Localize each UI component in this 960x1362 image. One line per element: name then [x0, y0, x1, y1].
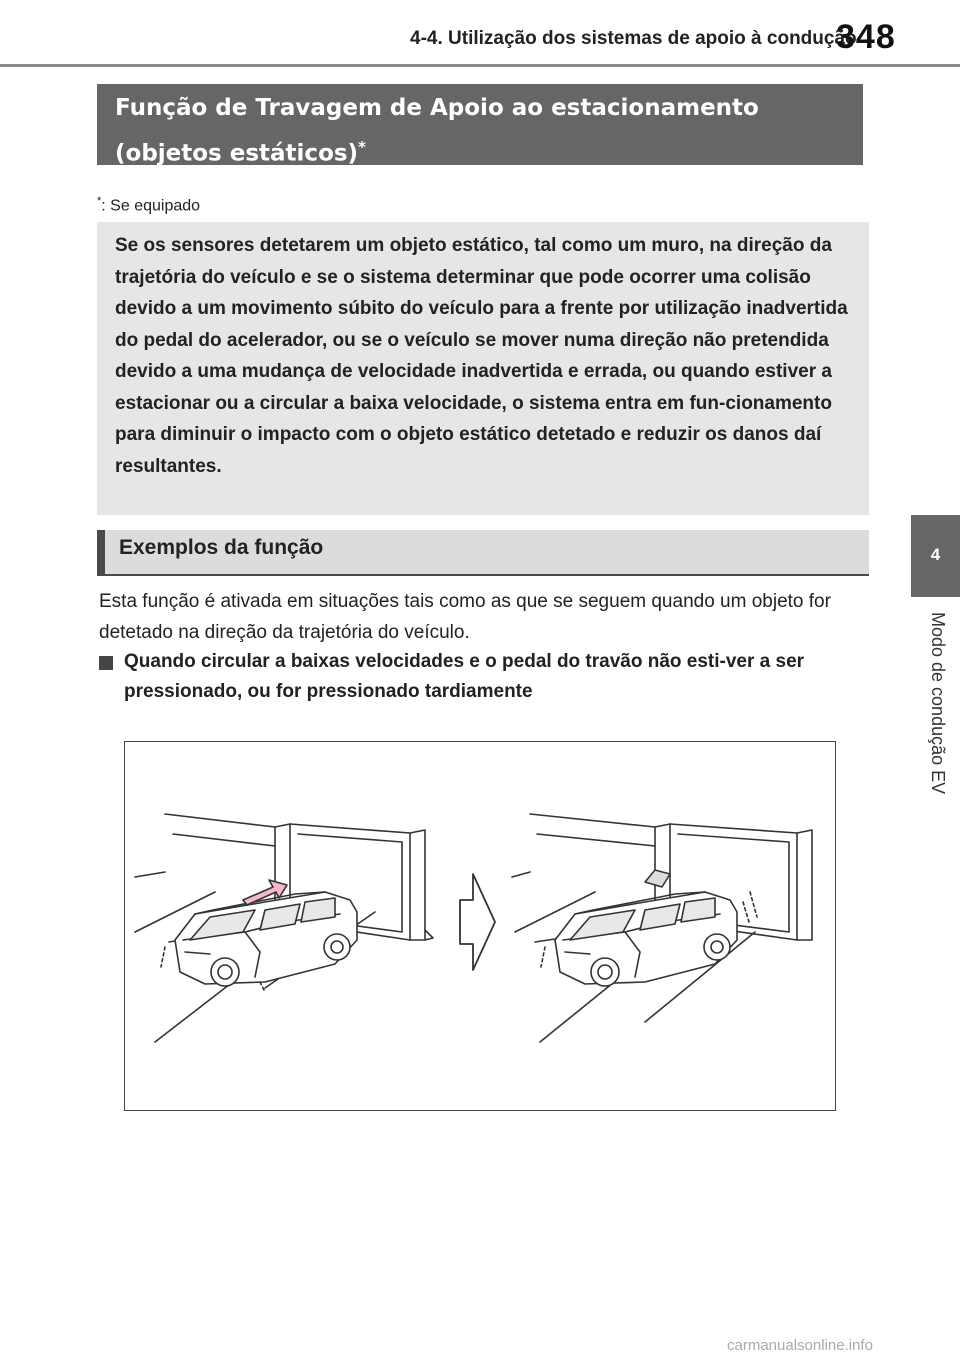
side-tab-number: 4	[930, 545, 941, 564]
footnote	[97, 195, 200, 215]
footer-watermark: carmanualsonline.info	[727, 1337, 873, 1354]
transition-arrow-icon	[460, 874, 495, 970]
bullet-square-icon	[99, 656, 113, 670]
right-car	[541, 892, 757, 986]
intro-text: Se os sensores detetarem um objeto estático, tal como um muro, na direção da trajetória do veículo e se o sistema determinar que pode ocorrer uma colisão devido a um movimento súbito do veículo para a frente por utilização inadvertida do pedal do acelerador, ou se o veículo se mover numa direção não pretendida devido a uma mudança de velocidade inadvertida e errada, ou quando estiver a estacionar ou a circular a baixa velocidade, o sistema entra em fun-cionamento para diminuir o impacto com o objeto estático detetado e reduzir os danos daí resultantes.	[115, 235, 848, 477]
chapter-header-title: 4-4. Utilização dos sistemas de apoio à condução	[410, 28, 857, 49]
title-footnote-marker: *	[358, 138, 366, 156]
bullet-text: Quando circular a baixas velocidades e o pedal do travão não esti-ver a ser pressionado, ou for pressionado tardiamente	[124, 651, 805, 702]
footnote-text: : Se equipado	[101, 197, 201, 215]
section-header	[97, 530, 869, 576]
left-car	[161, 892, 357, 992]
side-chapter-label: Modo de condução EV	[928, 612, 948, 795]
body-paragraph: Esta função é ativada em situações tais como as que se seguem quando um objeto for detetado na direção da trajetória do veículo.	[99, 591, 831, 643]
title-line-2-text: (objetos estáticos)	[115, 140, 359, 167]
side-tab	[911, 515, 960, 597]
header-rule	[0, 64, 960, 67]
title-line-1: Função de Travagem de Apoio ao estacionamento	[115, 95, 759, 121]
section-title: Exemplos da função	[119, 536, 324, 559]
intro-box	[97, 222, 869, 515]
bullet-item	[99, 647, 869, 707]
illustration	[124, 741, 836, 1111]
title-line-2	[115, 128, 845, 174]
footnote-marker: *	[97, 195, 102, 207]
page-number: 348	[836, 18, 896, 56]
section-title-box	[97, 84, 863, 165]
right-stop-arrow-icon	[645, 870, 670, 887]
illustration-drawing	[125, 742, 834, 1109]
